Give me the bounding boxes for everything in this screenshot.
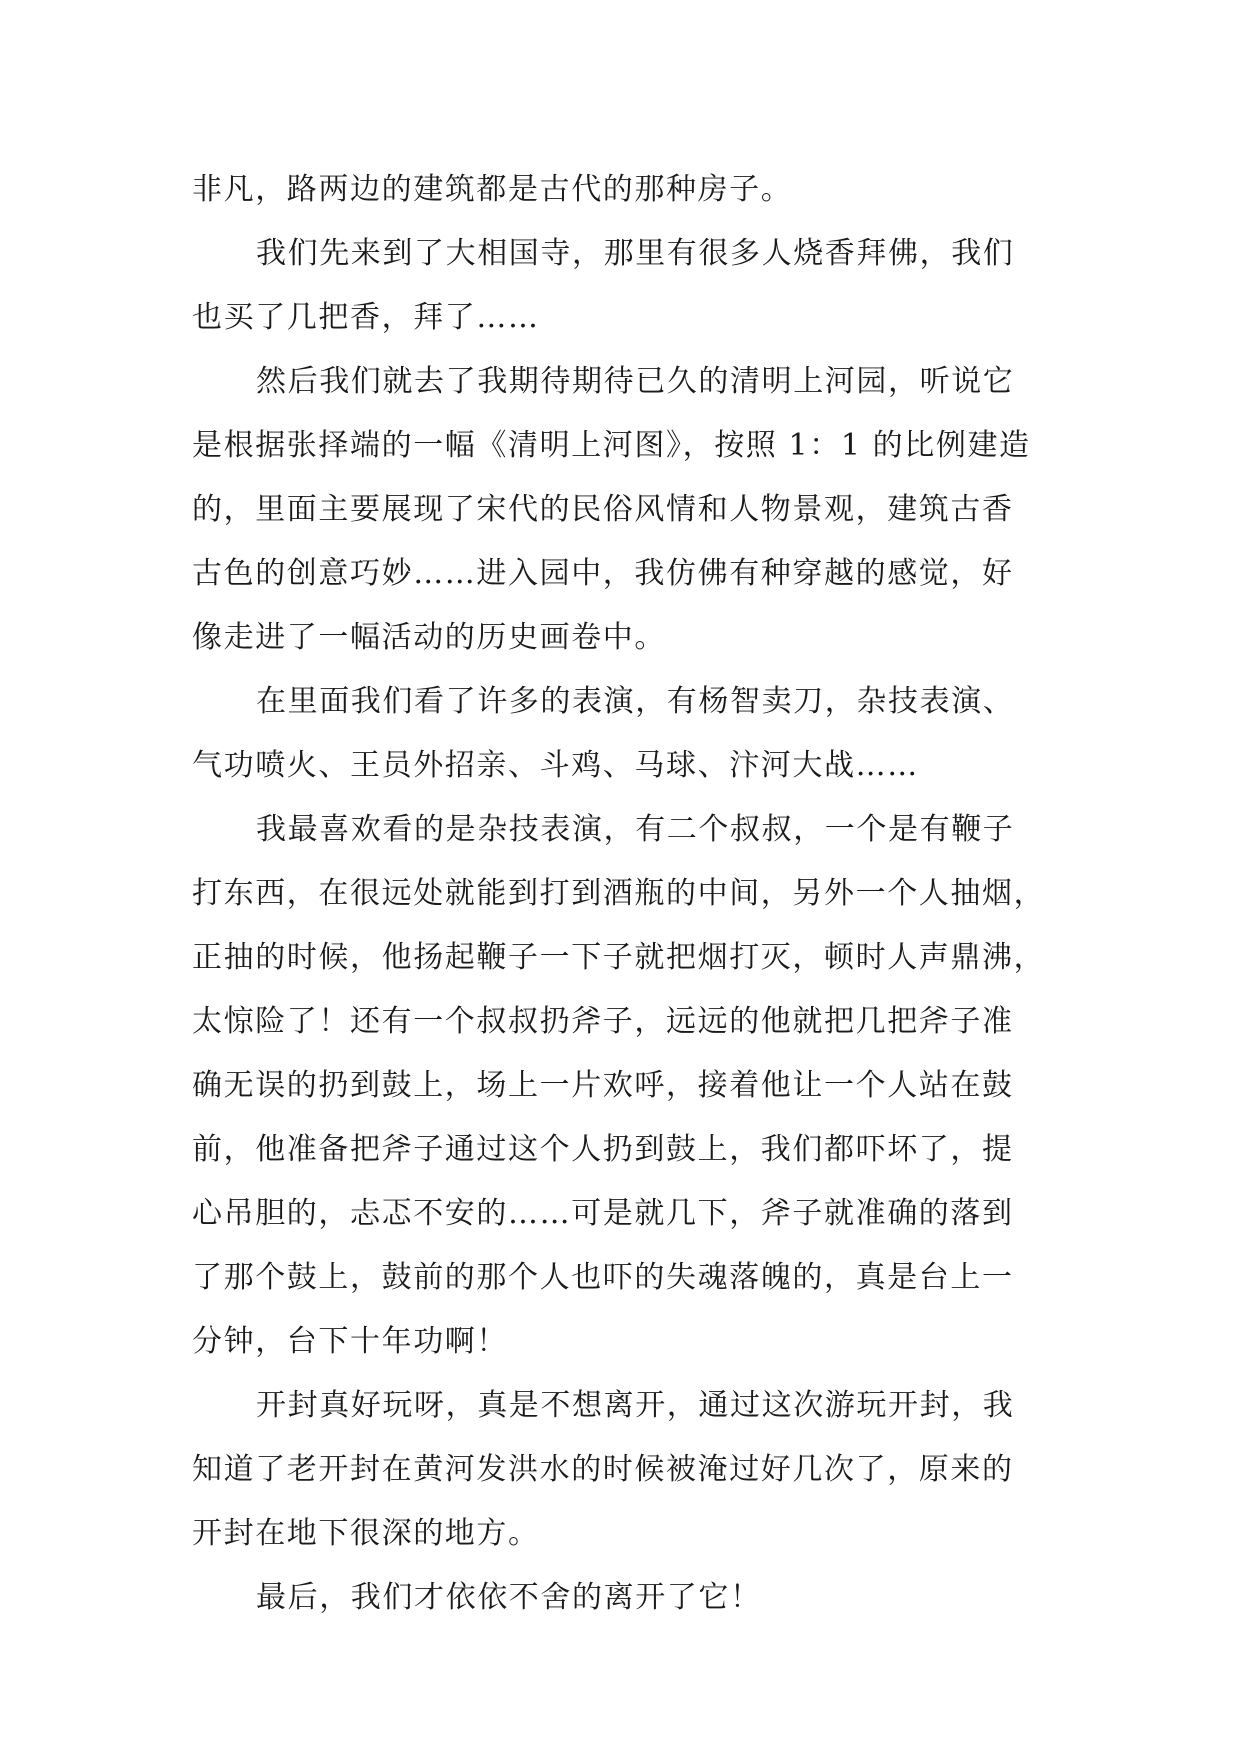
text-line: 太惊险了！还有一个叔叔扔斧子，远远的他就把几把斧子准	[192, 1004, 1014, 1039]
text-line: 知道了老开封在黄河发洪水的时候被淹过好几次了，原来的	[192, 1452, 1014, 1487]
text-line: 心吊胆的，忐忑不安的……可是就几下，斧子就准确的落到	[192, 1196, 1014, 1231]
paragraph-start-line: 我最喜欢看的是杂技表演，有二个叔叔，一个是有鞭子	[256, 812, 1015, 847]
text-line: 也买了几把香，拜了……	[192, 300, 540, 335]
text-line: 像走进了一幅活动的历史画卷中。	[192, 620, 666, 655]
text-line: 前，他准备把斧子通过这个人扔到鼓上，我们都吓坏了，提	[192, 1132, 1014, 1167]
text-line: 分钟，台下十年功啊！	[192, 1324, 508, 1359]
paragraph-start-line: 在里面我们看了许多的表演，有杨智卖刀，杂技表演、	[256, 684, 1015, 719]
text-line: 气功喷火、王员外招亲、斗鸡、马球、汴河大战……	[192, 748, 919, 783]
paragraph-start-line: 然后我们就去了我期待期待已久的清明上河园，听说它	[256, 364, 1015, 399]
text-line: 古色的创意巧妙……进入园中，我仿佛有种穿越的感觉，好	[192, 556, 1014, 591]
text-line: 非凡，路两边的建筑都是古代的那种房子。	[192, 172, 793, 207]
text-line: 开封在地下很深的地方。	[192, 1516, 540, 1551]
paragraph-start-line: 开封真好玩呀，真是不想离开，通过这次游玩开封，我	[256, 1388, 1015, 1423]
text-line: 确无误的扔到鼓上，场上一片欢呼，接着他让一个人站在鼓	[192, 1068, 1014, 1103]
text-line: 打东西，在很远处就能到打到酒瓶的中间，另外一个人抽烟，	[192, 876, 1046, 911]
text-line: 是根据张择端的一幅《清明上河图》，按照 1：1 的比例建造	[192, 428, 1031, 463]
text-line: 的，里面主要展现了宋代的民俗风情和人物景观，建筑古香	[192, 492, 1014, 527]
paragraph-start-line: 我们先来到了大相国寺，那里有很多人烧香拜佛，我们	[256, 236, 1015, 271]
text-line: 正抽的时候，他扬起鞭子一下子就把烟打灭，顿时人声鼎沸，	[192, 940, 1046, 975]
body-text	[192, 158, 1054, 1630]
text-line: 了那个鼓上，鼓前的那个人也吓的失魂落魄的，真是台上一	[192, 1260, 1014, 1295]
paragraph-start-line: 最后，我们才依依不舍的离开了它！	[256, 1580, 762, 1615]
